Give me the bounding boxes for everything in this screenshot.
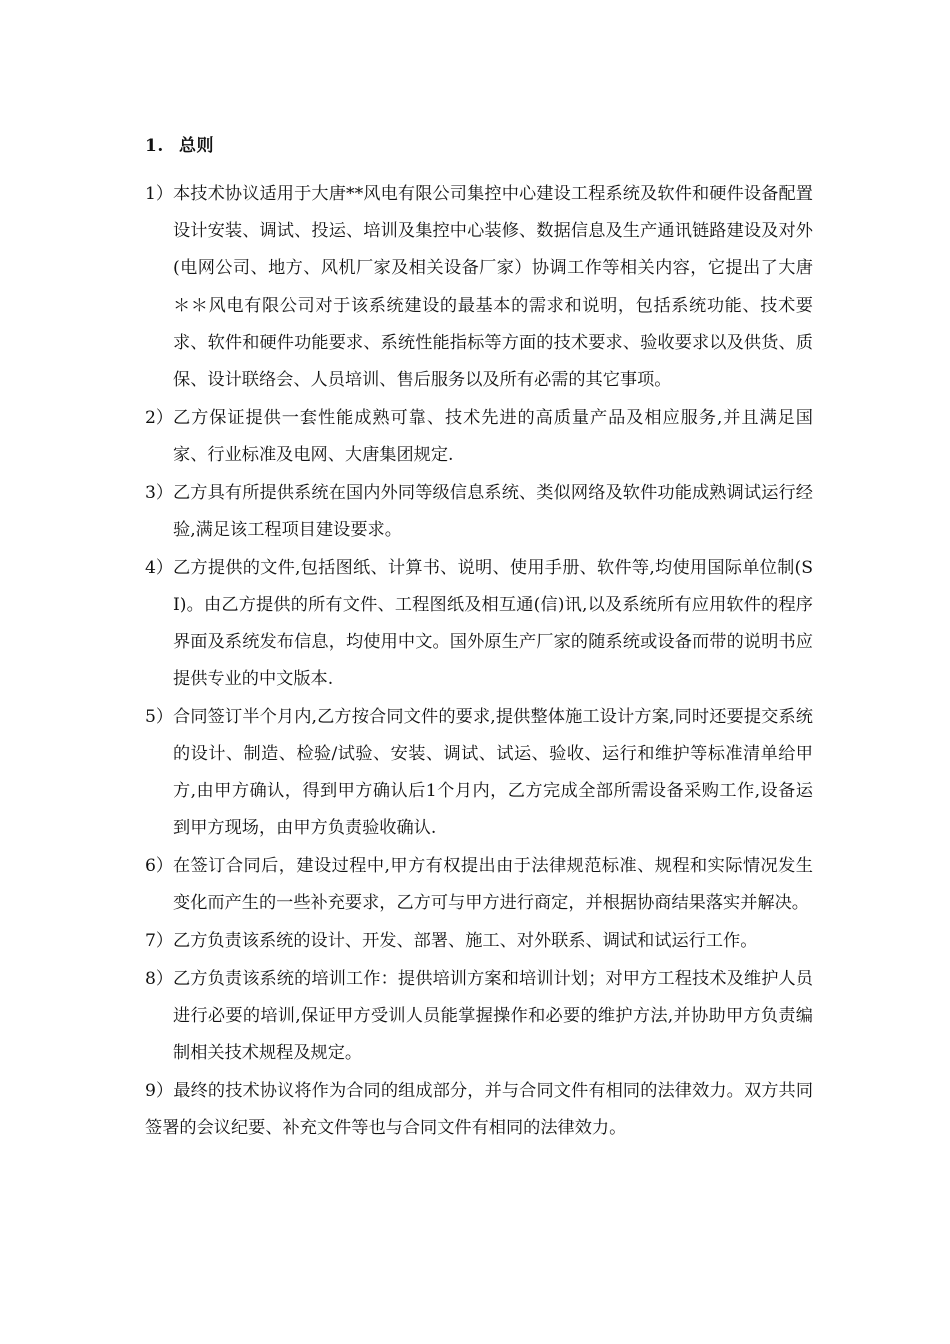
clause-item-4	[145, 550, 813, 699]
clause-marker: 7）	[145, 931, 174, 952]
clause-text: 乙方提供的文件,包括图纸、计算书、说明、使用手册、软件等,均使用国际单位制(SI)。由乙方提供的所有文件、工程图纸及相互通(信)讯,以及系统所有应用软件的程序界面及系统发布信息，均使用中文。国外原生产厂家的随系统或设备而带的说明书应提供专业的中文版本.	[173, 557, 813, 690]
clause-marker: 4）	[145, 557, 174, 578]
clause-marker: 5）	[145, 706, 174, 727]
clause-item-6	[145, 848, 813, 922]
clause-marker: 9）	[145, 1080, 174, 1101]
clause-text: 在签订合同后，建设过程中,甲方有权提出由于法律规范标准、规程和实际情况发生变化而产生的一些补充要求，乙方可与甲方进行商定，并根据协商结果落实并解决。	[173, 856, 813, 914]
clause-text: 本技术协议适用于大唐**风电有限公司集控中心建设工程系统及软件和硬件设备配置设计安装、调试、投运、培训及集控中心装修、数据信息及生产通讯链路建设及对外(电网公司、地方、风机厂家及相关设备厂家）协调工作等相关内容，它提出了大唐＊＊风电有限公司对于该系统建设的最基本的需求和说明，包括系统功能、技术要求、软件和硬件功能要求、系统性能指标等方面的技术要求、验收要求以及供货、质保、设计联络会、人员培训、售后服务以及所有必需的其它事项。	[173, 184, 813, 391]
clause-marker: 6）	[145, 856, 174, 877]
section-heading	[145, 132, 214, 160]
clause-text: 乙方负责该系统的设计、开发、部署、施工、对外联系、调试和试运行工作。	[173, 931, 758, 952]
clause-marker: 1）	[145, 184, 174, 204]
clause-marker: 8）	[145, 968, 174, 989]
clause-item-8	[145, 961, 813, 1073]
clause-marker: 2）	[145, 407, 174, 428]
clause-item-3	[145, 475, 813, 549]
clause-item-5	[145, 699, 813, 848]
clause-item-2	[145, 400, 813, 474]
clause-text: 合同签订半个月内,乙方按合同文件的要求,提供整体施工设计方案,同时还要提交系统的设计、制造、检验/试验、安装、调试、试运、验收、运行和维护等标准清单给甲方,由甲方确认，得到甲方确认后1个月内，乙方完成全部所需设备采购工作,设备运到甲方现场，由甲方负责验收确认.	[173, 706, 813, 839]
clause-list	[145, 176, 813, 1148]
clause-text: 乙方具有所提供系统在国内外同等级信息系统、类似网络及软件功能成熟调试运行经验,满足该工程项目建设要求。	[173, 482, 813, 540]
clause-text: 乙方保证提供一套性能成熟可靠、技术先进的高质量产品及相应服务,并且满足国家、行业标准及电网、大唐集团规定.	[173, 407, 813, 465]
clause-text: 乙方负责该系统的培训工作：提供培训方案和培训计划；对甲方工程技术及维护人员进行必要的培训,保证甲方受训人员能掌握操作和必要的维护方法,并协助甲方负责编制相关技术规程及规定。	[173, 968, 813, 1064]
clause-item-7	[145, 923, 813, 960]
clause-marker: 3）	[145, 482, 174, 503]
clause-item-1	[145, 176, 813, 399]
section-number: 1.	[145, 136, 164, 156]
clause-text: 最终的技术协议将作为合同的组成部分，并与合同文件有相同的法律效力。双方共同签署的会议纪要、补充文件等也与合同文件有相同的法律效力。	[145, 1080, 814, 1139]
section-title: 总则	[179, 136, 214, 156]
clause-item-9	[145, 1073, 813, 1147]
